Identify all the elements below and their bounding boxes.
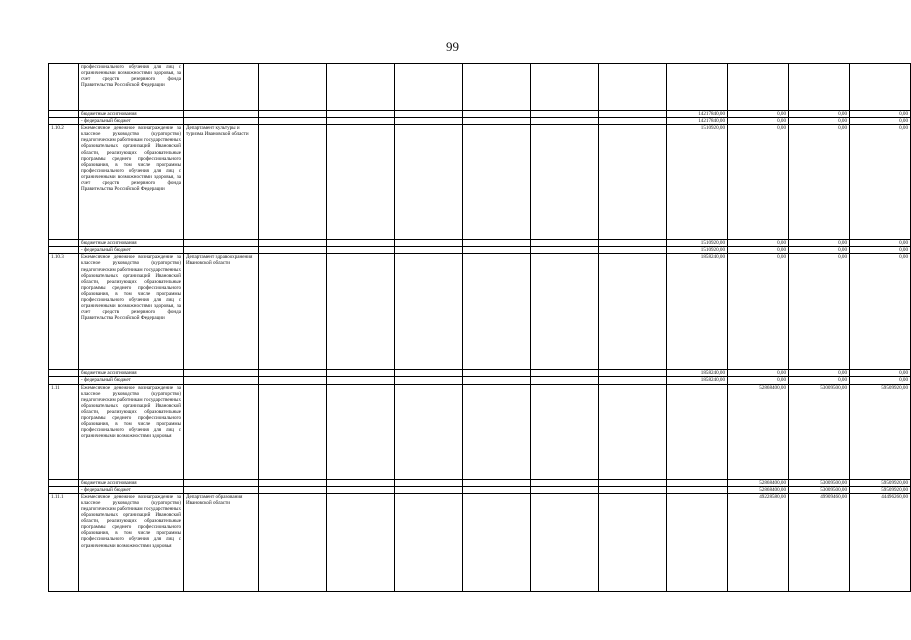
empty-cell — [395, 479, 463, 486]
empty-cell — [395, 370, 463, 377]
measure-name-cell: - федеральный бюджет — [79, 486, 184, 493]
amount-cell — [789, 64, 850, 111]
amount-cell: 53009500,00 — [789, 384, 850, 479]
executor-cell — [184, 377, 259, 384]
empty-cell — [463, 370, 531, 377]
empty-cell — [327, 384, 395, 479]
empty-cell — [327, 493, 395, 591]
empty-cell — [395, 254, 463, 370]
empty-cell — [599, 384, 667, 479]
empty-cell — [327, 486, 395, 493]
empty-cell — [463, 125, 531, 240]
table-row — [49, 118, 911, 125]
empty-cell — [599, 64, 667, 111]
empty-cell — [531, 377, 599, 384]
empty-cell — [259, 377, 327, 384]
empty-cell — [599, 479, 667, 486]
executor-cell: Департамент образования Ивановской области — [184, 493, 259, 591]
amount-cell: 0,00 — [850, 370, 911, 377]
amount-cell: 0,00 — [789, 118, 850, 125]
row-number-cell: 1.10.3 — [49, 254, 79, 370]
amount-cell: 1858240,00 — [667, 254, 728, 370]
empty-cell — [259, 240, 327, 247]
empty-cell — [463, 118, 531, 125]
measure-name-cell: бюджетные ассигнования — [79, 240, 184, 247]
executor-cell — [184, 247, 259, 254]
empty-cell — [531, 247, 599, 254]
empty-cell — [463, 64, 531, 111]
amount-cell: 0,00 — [728, 370, 789, 377]
amount-cell: 0,00 — [728, 247, 789, 254]
empty-cell — [599, 370, 667, 377]
empty-cell — [327, 254, 395, 370]
table-row — [49, 240, 911, 247]
empty-cell — [531, 384, 599, 479]
row-number-cell: 1.10.2 — [49, 125, 79, 240]
table-row — [49, 247, 911, 254]
row-number-cell: 1.11.1 — [49, 493, 79, 591]
empty-cell — [599, 377, 667, 384]
empty-cell — [259, 493, 327, 591]
table-row — [49, 384, 911, 479]
executor-cell — [184, 370, 259, 377]
empty-cell — [463, 111, 531, 118]
table-row — [49, 377, 911, 384]
amount-cell: 0,00 — [728, 111, 789, 118]
measure-name-cell: бюджетные ассигнования — [79, 370, 184, 377]
row-number-cell — [49, 370, 79, 377]
measure-name-cell: Ежемесячное денежное вознаграждение за классное руководство (кураторство) педагогическим работникам государственных образовательных организаций Ивановской области, реализующих образовательные программы среднего профессионального образования, в том числе программы профессионального обучения для лиц с ограниченными возможностями здоровья — [79, 384, 184, 479]
amount-cell — [850, 64, 911, 111]
amount-cell: 52868400,00 — [728, 486, 789, 493]
empty-cell — [395, 125, 463, 240]
executor-cell — [184, 64, 259, 111]
table-row — [49, 479, 911, 486]
amount-cell: 0,00 — [850, 377, 911, 384]
amount-cell: 0,00 — [850, 247, 911, 254]
empty-cell — [259, 479, 327, 486]
row-number-cell — [49, 377, 79, 384]
empty-cell — [531, 118, 599, 125]
executor-cell — [184, 384, 259, 479]
row-number-cell — [49, 111, 79, 118]
empty-cell — [259, 384, 327, 479]
page-number: 99 — [446, 39, 459, 54]
table-row — [49, 254, 911, 370]
amount-cell — [667, 479, 728, 486]
empty-cell — [395, 493, 463, 591]
empty-cell — [599, 486, 667, 493]
empty-cell — [327, 479, 395, 486]
amount-cell: 0,00 — [850, 125, 911, 240]
amount-cell: 0,00 — [789, 125, 850, 240]
empty-cell — [599, 118, 667, 125]
amount-cell: 59509920,00 — [850, 479, 911, 486]
amount-cell: 0,00 — [850, 111, 911, 118]
executor-cell — [184, 479, 259, 486]
empty-cell — [327, 370, 395, 377]
executor-cell — [184, 111, 259, 118]
amount-cell: 14217840,00 — [667, 118, 728, 125]
empty-cell — [463, 479, 531, 486]
empty-cell — [395, 486, 463, 493]
measure-name-cell: Ежемесячное денежное вознаграждение за классное руководство (кураторство) педагогическим работникам государственных образовательных организаций Ивановской области, реализующих образовательные программы среднего профессионального образования, в том числе программы профессионального обучения для лиц с ограниченными возможностями здоровья, за счет средств резервного фонда Правительства Российской Федерации — [79, 254, 184, 370]
amount-cell: 14217840,00 — [667, 111, 728, 118]
empty-cell — [327, 64, 395, 111]
empty-cell — [531, 125, 599, 240]
table-row — [49, 125, 911, 240]
amount-cell: 59509920,00 — [850, 486, 911, 493]
amount-cell: 0,00 — [789, 247, 850, 254]
empty-cell — [259, 118, 327, 125]
measure-name-cell: Ежемесячное денежное вознаграждение за классное руководство (кураторство) педагогическим работникам государственных образовательных организаций Ивановской области, реализующих образовательные программы среднего профессионального образования, в том числе программы профессионального обучения для лиц с ограниченными возможностями здоровья — [79, 493, 184, 591]
amount-cell — [728, 64, 789, 111]
table-row — [49, 111, 911, 118]
empty-cell — [259, 247, 327, 254]
table-row — [49, 370, 911, 377]
table-row — [49, 493, 911, 591]
amount-cell: 0,00 — [789, 254, 850, 370]
empty-cell — [259, 111, 327, 118]
empty-cell — [599, 247, 667, 254]
empty-cell — [531, 240, 599, 247]
amount-cell: 1510920,00 — [667, 247, 728, 254]
empty-cell — [463, 247, 531, 254]
empty-cell — [599, 240, 667, 247]
empty-cell — [327, 111, 395, 118]
measure-name-cell: Ежемесячное денежное вознаграждение за классное руководство (кураторство) педагогическим работникам государственных образовательных организаций Ивановской области, реализующих образовательные программы среднего профессионального образования, в том числе программы профессионального обучения для лиц с ограниченными возможностями здоровья, за счет средств резервного фонда Правительства Российской Федерации — [79, 125, 184, 240]
amount-cell: 0,00 — [728, 240, 789, 247]
empty-cell — [599, 254, 667, 370]
empty-cell — [463, 493, 531, 591]
executor-cell: Департамент культуры и туризма Ивановской области — [184, 125, 259, 240]
table-row — [49, 64, 911, 111]
executor-cell — [184, 240, 259, 247]
empty-cell — [395, 240, 463, 247]
amount-cell: 0,00 — [728, 125, 789, 240]
amount-cell: 49909460,00 — [789, 493, 850, 591]
amount-cell: 1510920,00 — [667, 240, 728, 247]
executor-cell — [184, 486, 259, 493]
empty-cell — [531, 254, 599, 370]
row-number-cell — [49, 247, 79, 254]
row-number-cell — [49, 118, 79, 125]
empty-cell — [259, 370, 327, 377]
measure-name-cell: - федеральный бюджет — [79, 118, 184, 125]
amount-cell: 0,00 — [789, 370, 850, 377]
empty-cell — [327, 247, 395, 254]
amount-cell: 0,00 — [850, 118, 911, 125]
empty-cell — [327, 377, 395, 384]
empty-cell — [395, 377, 463, 384]
row-number-cell — [49, 240, 79, 247]
amount-cell: 1858240,00 — [667, 377, 728, 384]
row-number-cell — [49, 64, 79, 111]
measure-name-cell: - федеральный бюджет — [79, 377, 184, 384]
amount-cell: 0,00 — [850, 240, 911, 247]
row-number-cell: 1.11 — [49, 384, 79, 479]
amount-cell: 52868400,00 — [728, 384, 789, 479]
empty-cell — [327, 240, 395, 247]
amount-cell — [667, 64, 728, 111]
empty-cell — [531, 370, 599, 377]
amount-cell: 0,00 — [789, 240, 850, 247]
amount-cell: 59509920,00 — [850, 384, 911, 479]
empty-cell — [259, 125, 327, 240]
empty-cell — [395, 111, 463, 118]
empty-cell — [395, 64, 463, 111]
amount-cell: 1858240,00 — [667, 370, 728, 377]
row-number-cell — [49, 486, 79, 493]
empty-cell — [259, 64, 327, 111]
empty-cell — [463, 384, 531, 479]
budget-table — [48, 63, 911, 592]
measure-name-cell: профессионального обучения для лиц с ограниченными возможностями здоровья, за счет средств резервного фонда Правительства Российской Федерации — [79, 64, 184, 111]
amount-cell: 0,00 — [789, 377, 850, 384]
empty-cell — [531, 486, 599, 493]
amount-cell: 52868400,00 — [728, 479, 789, 486]
empty-cell — [463, 240, 531, 247]
empty-cell — [599, 493, 667, 591]
amount-cell: 0,00 — [728, 254, 789, 370]
empty-cell — [531, 111, 599, 118]
table-row — [49, 486, 911, 493]
empty-cell — [395, 118, 463, 125]
measure-name-cell: - федеральный бюджет — [79, 247, 184, 254]
empty-cell — [463, 486, 531, 493]
executor-cell — [184, 118, 259, 125]
amount-cell: 44496260,00 — [850, 493, 911, 591]
amount-cell: 0,00 — [728, 118, 789, 125]
empty-cell — [463, 377, 531, 384]
empty-cell — [259, 486, 327, 493]
amount-cell — [667, 493, 728, 591]
amount-cell: 0,00 — [850, 254, 911, 370]
empty-cell — [327, 118, 395, 125]
amount-cell: 0,00 — [789, 111, 850, 118]
executor-cell: Департамент здравоохранения Ивановской области — [184, 254, 259, 370]
measure-name-cell: бюджетные ассигнования — [79, 479, 184, 486]
empty-cell — [395, 247, 463, 254]
amount-cell: 1510920,00 — [667, 125, 728, 240]
empty-cell — [531, 64, 599, 111]
amount-cell: 49228580,00 — [728, 493, 789, 591]
empty-cell — [395, 384, 463, 479]
amount-cell: 53009500,00 — [789, 479, 850, 486]
empty-cell — [531, 479, 599, 486]
empty-cell — [599, 125, 667, 240]
amount-cell — [667, 384, 728, 479]
amount-cell: 0,00 — [728, 377, 789, 384]
empty-cell — [599, 111, 667, 118]
measure-name-cell: бюджетные ассигнования — [79, 111, 184, 118]
amount-cell — [667, 486, 728, 493]
empty-cell — [259, 254, 327, 370]
amount-cell: 53009500,00 — [789, 486, 850, 493]
empty-cell — [463, 254, 531, 370]
empty-cell — [531, 493, 599, 591]
row-number-cell — [49, 479, 79, 486]
empty-cell — [327, 125, 395, 240]
